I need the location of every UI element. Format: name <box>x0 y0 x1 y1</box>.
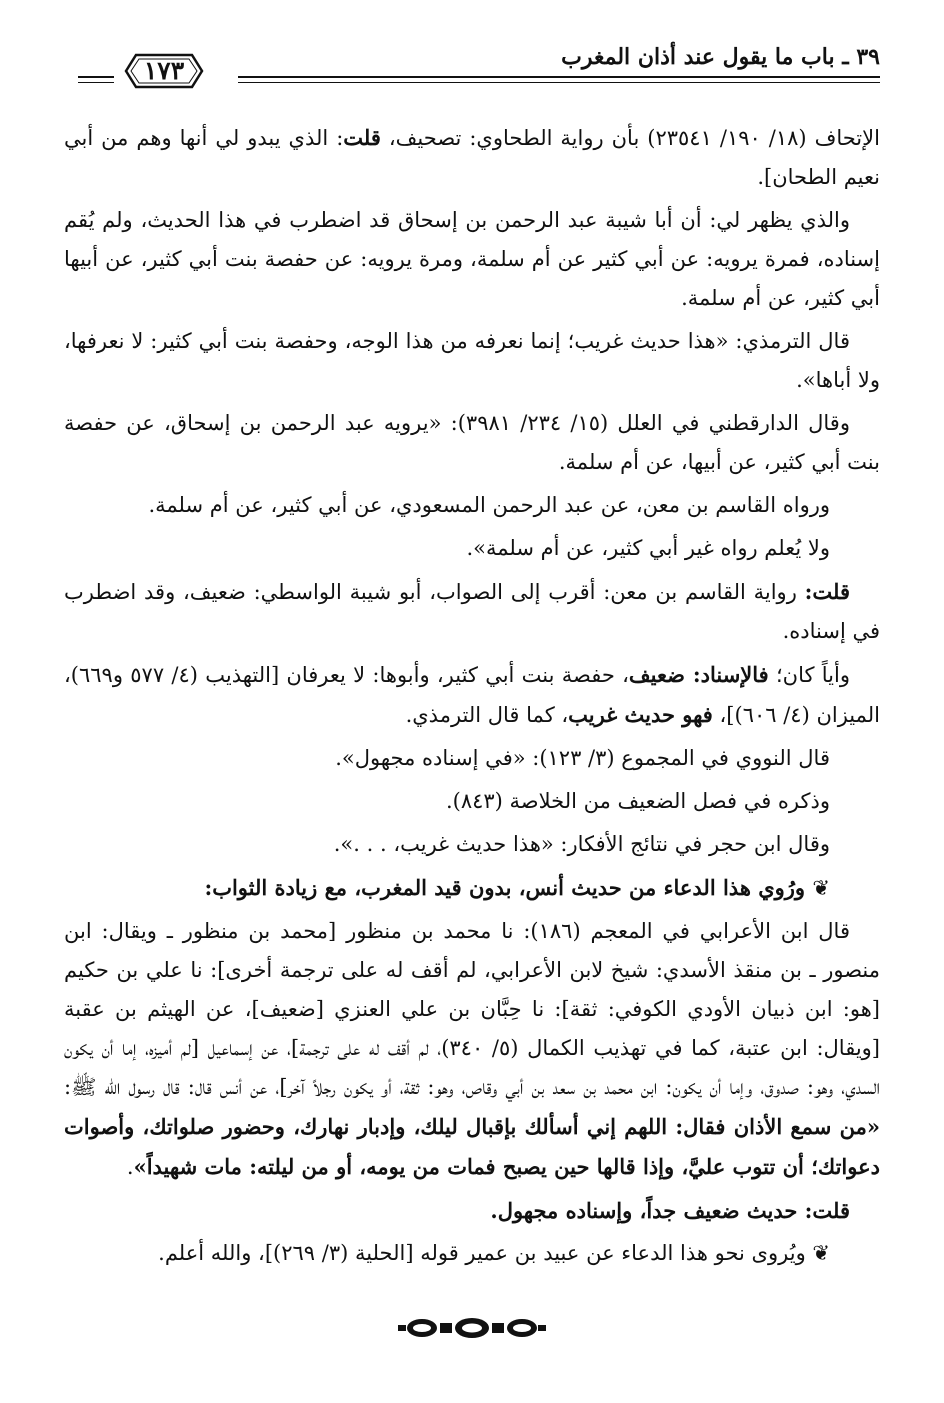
paragraph-13-tail: . <box>126 1155 134 1179</box>
page-body <box>64 118 880 1277</box>
paragraph-10: وذكره في فصل الضعيف من الخلاصة (٨٤٣). <box>445 789 830 813</box>
paragraph-7-text: رواية القاسم بن معن: أقرب إلى الصواب، أبو شيبة الواسطي: ضعيف، وقد اضطرب في إسناده. <box>64 580 880 643</box>
paragraph-12 <box>64 868 880 908</box>
paragraph-12-text: ورُوي هذا الدعاء من حديث أنس، بدون قيد المغرب، مع زيادة الثواب: <box>204 875 813 900</box>
paragraph-11: وقال ابن حجر في نتائج الأفكار: «هذا حديث غريب، . . .». <box>333 832 830 856</box>
paragraph-8 <box>64 655 880 735</box>
paragraph-1 <box>64 118 880 197</box>
qult-label: قلت <box>343 125 381 150</box>
chapter-title: ٣٩ ـ باب ما يقول عند أذان المغرب <box>561 44 880 70</box>
flower-icon: ❦ <box>812 876 830 900</box>
flower-icon: ❦ <box>812 1241 830 1265</box>
paragraph-7 <box>64 572 880 651</box>
page-number-badge <box>116 52 212 90</box>
paragraph-1-after: : الذي يبدو لي أنها وهم من أبي نعيم الطحان]. <box>64 126 880 189</box>
paragraph-8-part1: وأياً كان؛ <box>768 663 850 687</box>
paragraph-4: وقال الدارقطني في العلل (١٥/ ٢٣٤/ ٣٩٨١): «يرويه عبد الرحمن بن إسحاق، عن حفصة بنت أبي كثير، عن أبيها، عن أم سلمة. <box>64 411 880 474</box>
hadith-quote: «من سمع الأذان فقال: اللهم إني أسألك بإقبال ليلك، وإدبار نهارك، وحضور صلواتك، وأصوات دعواتك؛ أن تتوب عليَّ، وإذا قالها حين يصبح فمات من يومه، أو من ليلته: مات شهيداً» <box>64 1114 880 1179</box>
page-number: ١٧٣ <box>143 56 185 85</box>
paragraph-13 <box>64 912 880 1187</box>
page-header <box>78 40 880 100</box>
paragraph-9: قال النووي في المجموع (٣/ ١٢٣): «في إسناده مجهول». <box>335 746 830 770</box>
paragraph-1-before: الإتحاف (١٨/ ١٩٠/ ٢٣٥٤١) بأن رواية الطحاوي: تصحيف، <box>380 126 880 150</box>
paragraph-8-part2: ، حفصة بنت أبي كثير، وأبوها: لا يعرفان [التهذيب (٤/ ٥٧٧ و٦٦٩)، الميزان (٤/ ٦٠٦)]، <box>64 663 880 727</box>
paragraph-3: قال الترمذي: «هذا حديث غريب؛ إنما نعرفه من هذا الوجه، وحفصة بنت أبي كثير: لا نعرفها، ولا أباها». <box>64 329 880 392</box>
paragraph-15 <box>64 1234 880 1273</box>
paragraph-6: ولا يُعلم رواه غير أبي كثير، عن أم سلمة». <box>466 536 830 560</box>
paragraph-8-part3: ، كما قال الترمذي. <box>405 703 569 727</box>
paragraph-2: والذي يظهر لي: أن أبا شيبة عبد الرحمن بن إسحاق قد اضطرب في هذا الحديث، ولم يُقم إسناده، فمرة يرويه: عن أبي كثير عن أم سلمة، ومرة يرويه: عن حفصة بنت أبي كثير، عن أبيها أبي كثير، عن أم سلمة. <box>64 208 880 310</box>
qult-label: قلت: <box>804 579 850 604</box>
paragraph-13-text: قال ابن الأعرابي في المعجم (١٨٦): نا محمد بن منظور [محمد بن منظور ـ ويقال: ابن منصور ـ بن منقذ الأسدي: شيخ لابن الأعرابي، لم أقف له على ترجمة أخرى]: نا علي بن حكيم [هو: ابن ذبيان الأودي الكوفي: ثقة]: نا حِبَّان بن علي العنزي [ضعيف]، عن الهيثم بن عقبة [ويقال: ابن عتبة، كما في تهذيب الكمال (٥/ ٣٤٠)، لم أقف له على ترجمة]، عن إسماعيل [لم أميزه، إما أن يكون السدي، وهو: صدوق، وإما أن يكون: ابن محمد بن سعد بن أبي وقاص، وهو: ثقة، أو يكون رجلاً آخر]، عن أنس قال: قال رسول الله ﷺ: <box>64 919 880 1099</box>
end-of-section-ornament-icon <box>398 1316 546 1340</box>
paragraph-15-text: ويُروى نحو هذا الدعاء عن عبيد بن عمير قوله [الحلية (٣/ ٢٦٩)]، والله أعلم. <box>158 1241 813 1265</box>
paragraph-8-bold2: فهو حديث غريب <box>568 702 713 727</box>
paragraph-5: ورواه القاسم بن معن، عن عبد الرحمن المسعودي، عن أبي كثير، عن أم سلمة. <box>148 493 830 517</box>
paragraph-14: قلت: حديث ضعيف جداً، وإسناده مجهول. <box>490 1198 850 1223</box>
paragraph-8-bold1: فالإسناد: ضعيف <box>628 662 769 687</box>
